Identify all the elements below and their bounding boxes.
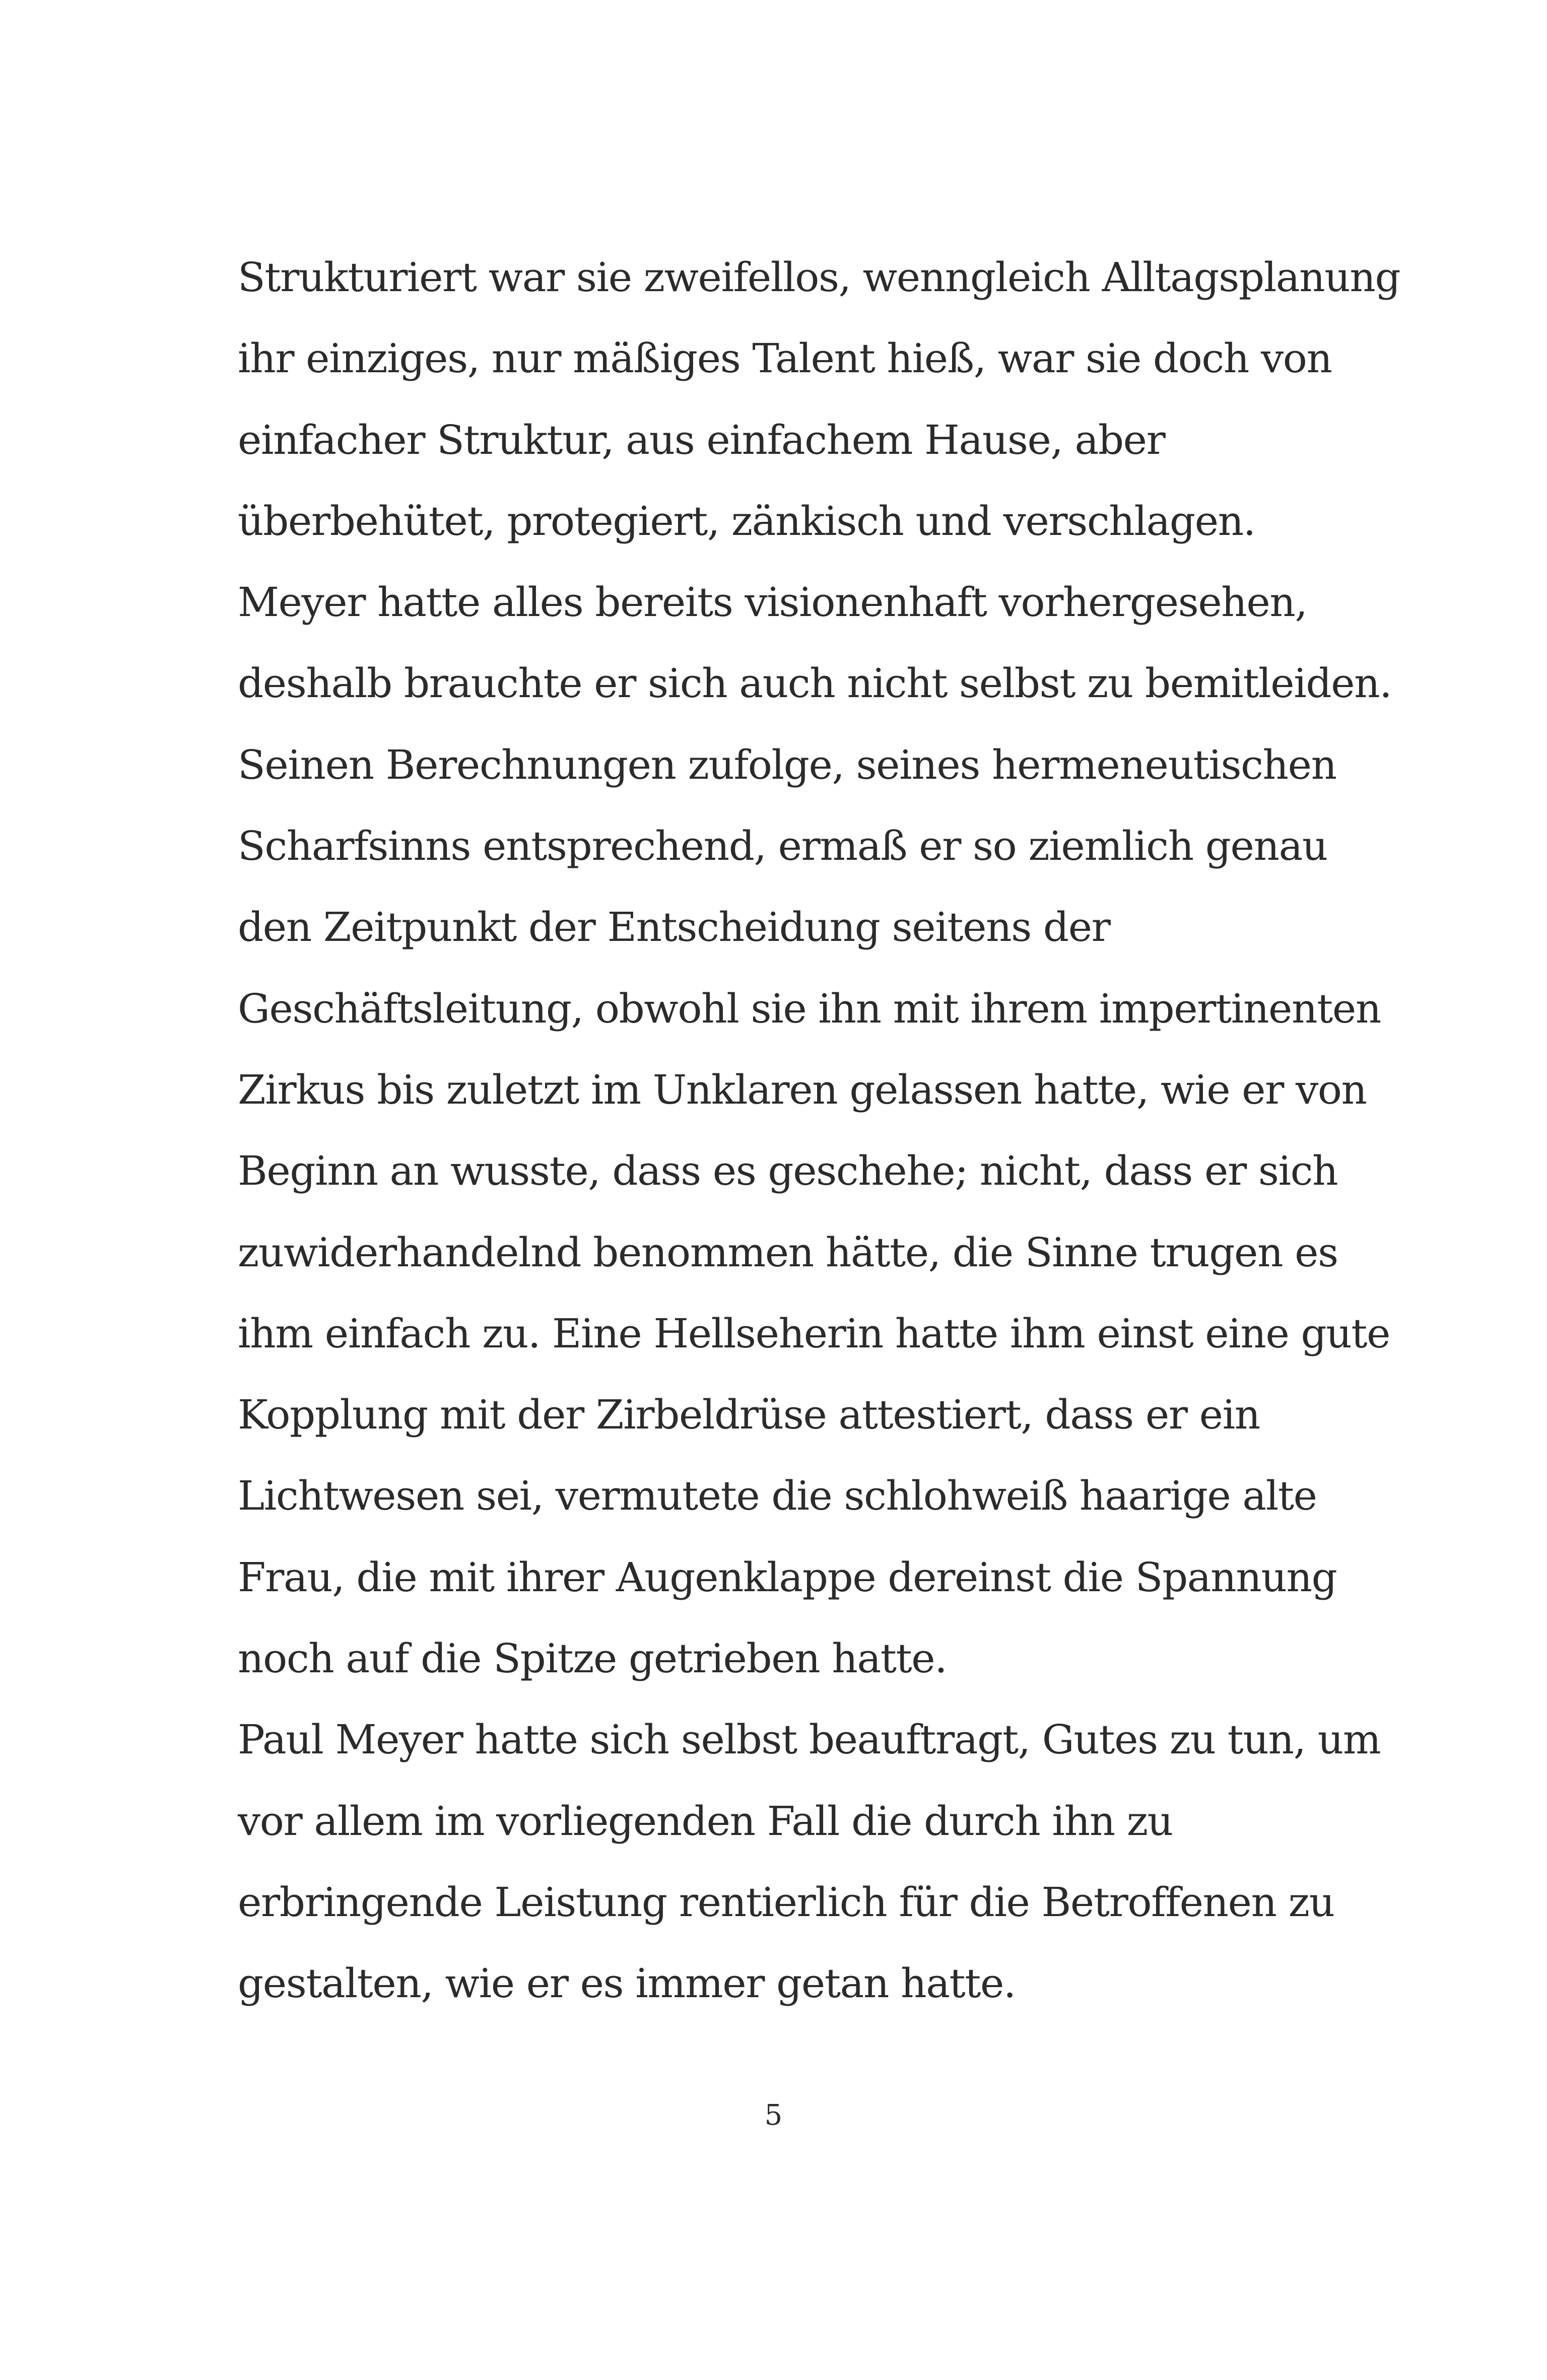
text-line: überbehütet, protegiert, zänkisch und verschlagen. [238,497,1255,545]
text-line: einfacher Struktur, aus einfachem Hause, aber [238,416,1165,463]
text-line: Scharfsinns entsprechend, ermaß er so ziemlich genau [238,823,1328,870]
text-line: Paul Meyer hatte sich selbst beauftragt, Gutes zu tun, um [238,1716,1381,1763]
text-line: Lichtwesen sei, vermutete die schlohweiß haarige alte [238,1472,1317,1520]
text-line: noch auf die Spitze getrieben hatte. [238,1635,947,1682]
text-line: Meyer hatte alles bereits visionenhaft vorhergesehen, [238,579,1307,626]
page-number: 5 [764,2099,783,2132]
text-line: deshalb brauchte er sich auch nicht selbst zu bemitleiden. [238,660,1392,707]
text-line: Beginn an wusste, dass es geschehe; nicht, dass er sich [238,1147,1338,1195]
text-line: Zirkus bis zuletzt im Unklaren gelassen hatte, wie er von [238,1066,1367,1113]
body-text [238,237,1400,2024]
text-line: ihm einfach zu. Eine Hellseherin hatte ihm einst eine gute [238,1310,1390,1357]
text-line: gestalten, wie er es immer getan hatte. [238,1960,1016,2007]
text-line: Strukturiert war sie zweifellos, wenngleich Alltagsplanung [238,254,1400,301]
text-line: Seinen Berechnungen zufolge, seines hermeneutischen [238,741,1336,788]
text-line: zuwiderhandelnd benommen hätte, die Sinne trugen es [238,1229,1338,1276]
text-line: Frau, die mit ihrer Augenklappe dereinst die Spannung [238,1553,1337,1601]
text-line: vor allem im vorliegenden Fall die durch ihn zu [238,1797,1173,1845]
text-line: den Zeitpunkt der Entscheidung seitens der [238,904,1110,951]
text-line: Geschäftsleitung, obwohl sie ihn mit ihrem impertinenten [238,985,1381,1032]
text-line: ihr einziges, nur mäßiges Talent hieß, war sie doch von [238,335,1332,382]
text-line: erbringende Leistung rentierlich für die Betroffenen zu [238,1878,1334,1926]
text-line: Kopplung mit der Zirbeldrüse attestiert, dass er ein [238,1391,1260,1439]
